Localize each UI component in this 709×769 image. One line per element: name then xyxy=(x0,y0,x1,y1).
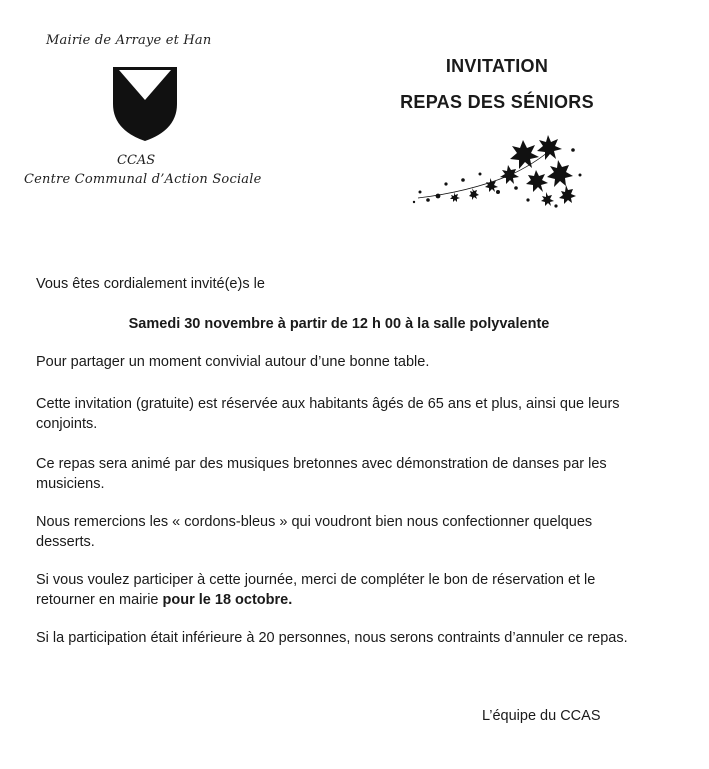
music-text: Ce repas sera animé par des musiques bretonnes avec démonstration de danses par les musiciens. xyxy=(36,456,607,492)
registration-deadline: pour le 18 octobre. xyxy=(162,592,293,608)
mairie-name: Mairie de Arraye et Han xyxy=(46,33,212,48)
ccas-acronym: CCAS xyxy=(117,153,156,168)
minimum-participation-text: Si la participation était inférieure à 20 personnes, nous serons contraints d’annuler ce repas. xyxy=(36,630,628,646)
greeting-text: Vous êtes cordialement invité(e)s le xyxy=(36,276,265,292)
title-invitation: INVITATION xyxy=(445,56,549,76)
invitation-conditions-text: Cette invitation (gratuite) est réservée aux habitants âgés de 65 ans et plus, ainsi que leurs conjoints. xyxy=(36,396,620,432)
ccas-full-name: Centre Communal d’Action Sociale xyxy=(24,172,262,187)
registration-instructions: Si vous voulez participer à cette journée, merci de compléter le bon de réservation et le retourner en mairie xyxy=(36,572,596,608)
signature: L’équipe du CCAS xyxy=(482,708,601,724)
share-text: Pour partager un moment convivial autour d’une bonne table. xyxy=(36,354,430,370)
event-date-line: Samedi 30 novembre à partir de 12 h 00 à la salle polyvalente xyxy=(128,316,550,332)
title-repas-seniors: REPAS DES SÉNIORS xyxy=(400,92,594,112)
autumn-leaves-icon xyxy=(408,130,588,215)
shield-icon xyxy=(110,64,180,144)
thanks-text: Nous remercions les « cordons-bleus » qui voudront bien nous confectionner quelques desserts. xyxy=(36,514,593,550)
registration-text xyxy=(36,570,636,610)
